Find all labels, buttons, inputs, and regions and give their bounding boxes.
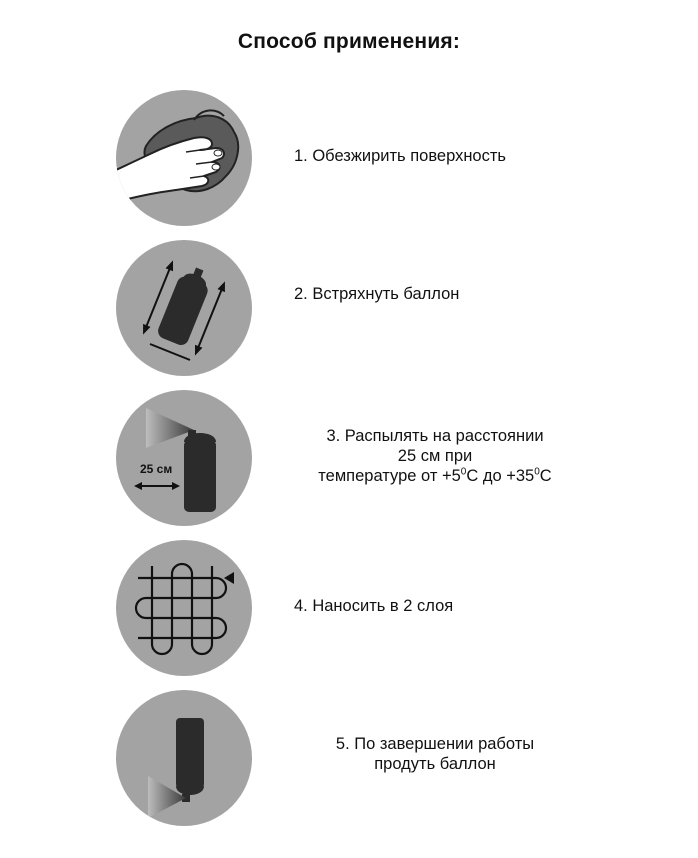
spray-distance-icon (116, 390, 252, 526)
step-1 (0, 88, 698, 228)
step-3-line-1: 3. Распылять на расстоянии (326, 427, 544, 445)
purge-can-icon (116, 690, 252, 826)
degree-sup-1: 0 (460, 466, 467, 478)
step-3 (0, 388, 698, 528)
two-layer-spray-pattern-icon (116, 540, 252, 676)
step-2-text: 2. Встряхнуть баллон (294, 285, 460, 303)
step-3-line-3-prefix: температуре от +5 (318, 467, 461, 485)
step-3-line-3-mid: С до +35 (466, 467, 535, 485)
step-3-line-2: 25 см при (397, 447, 473, 465)
hand-wiping-cloth-icon (116, 90, 252, 226)
step-3-line-3-suffix: С (539, 467, 552, 485)
step-5-text (270, 734, 600, 774)
step-3-text (270, 426, 600, 486)
distance-label: 25 см (140, 462, 173, 476)
step-3-line-3 (270, 466, 600, 486)
step-1-text: 1. Обезжирить поверхность (294, 147, 507, 165)
step-2 (0, 238, 698, 378)
step-4-text: 4. Наносить в 2 слоя (294, 597, 454, 615)
degree-sup-2: 0 (534, 466, 540, 478)
page-title: Способ применения: (237, 30, 461, 53)
step-5 (0, 688, 698, 828)
step-5-line-1: 5. По завершении работы (335, 735, 535, 753)
step-4 (0, 538, 698, 678)
step-5-line-2: продуть баллон (374, 755, 496, 773)
shaking-spray-can-icon (116, 240, 252, 376)
